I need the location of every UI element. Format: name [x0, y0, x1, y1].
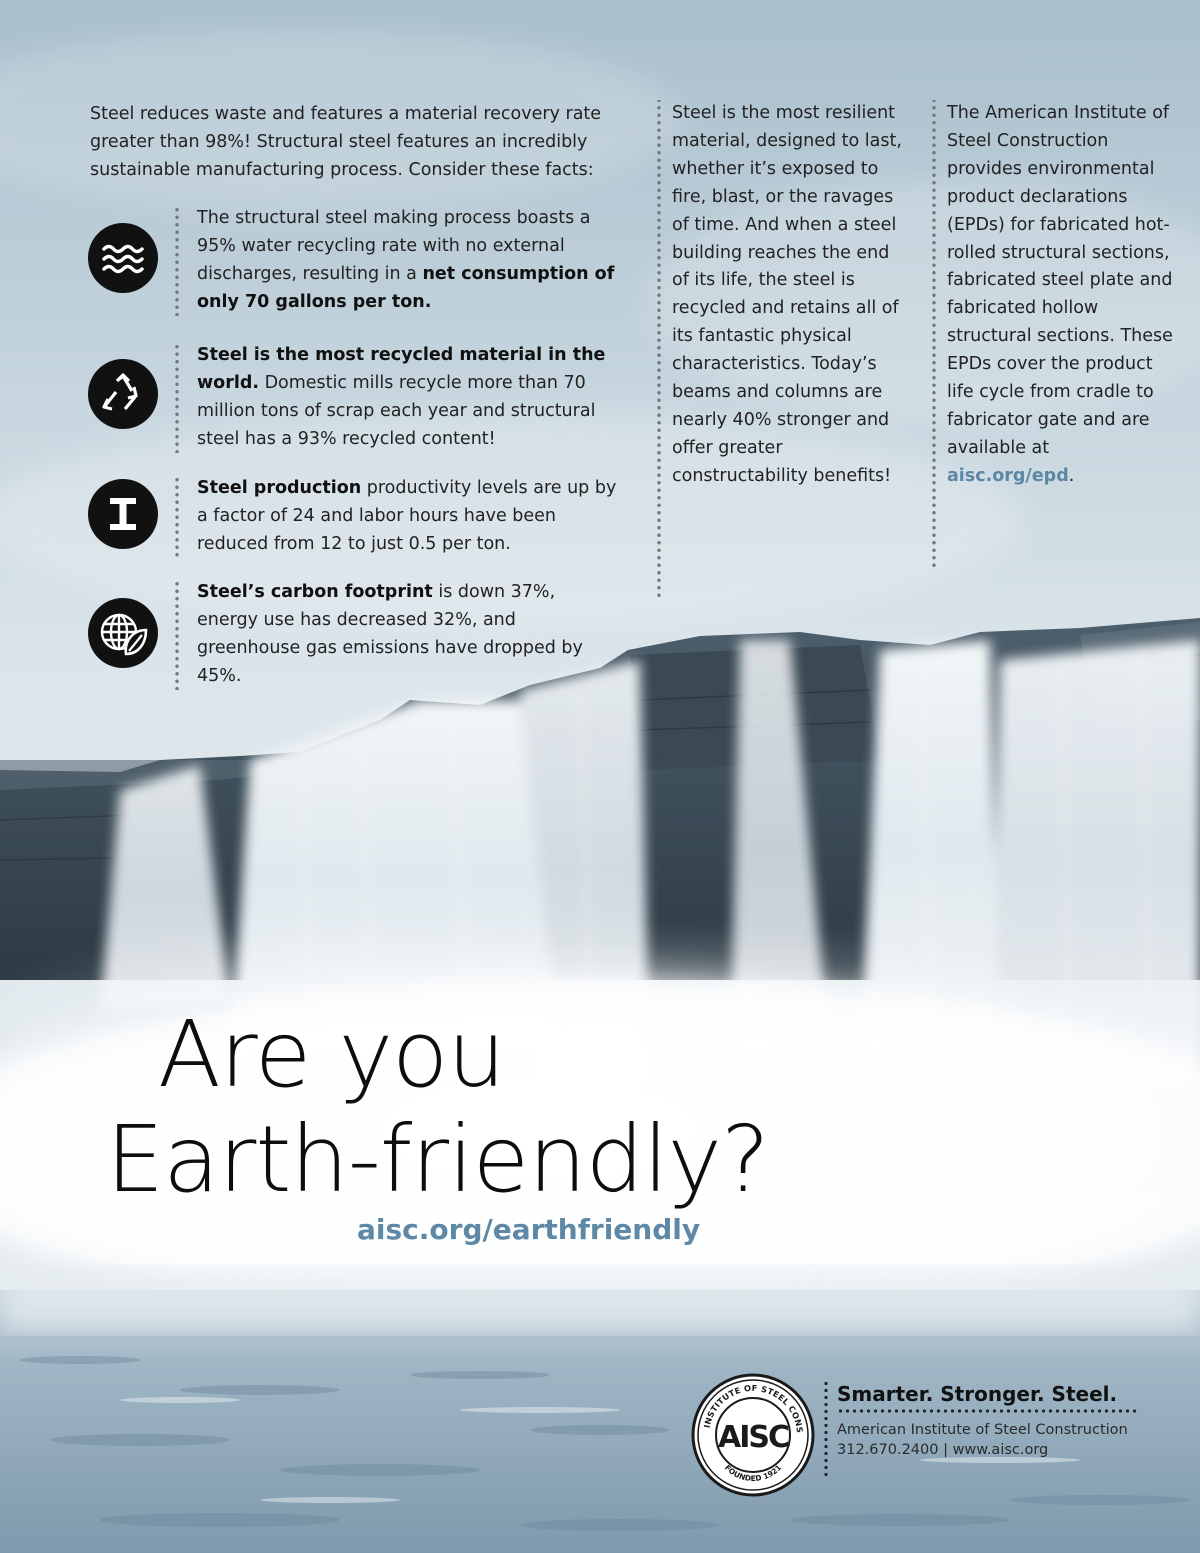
svg-text:FOUNDED 1921: FOUNDED 1921 — [722, 1463, 784, 1484]
aisc-seal-logo — [691, 1373, 815, 1497]
globe-leaf-icon — [88, 598, 158, 668]
fact-lead: Steel’s carbon footprint — [197, 582, 433, 602]
fact-lead: Steel production — [197, 478, 362, 498]
tagline: Smarter. Stronger. Steel. — [837, 1378, 1137, 1414]
headline-line-1: Are you — [158, 1001, 505, 1108]
epd-text-end: . — [1068, 465, 1075, 486]
svg-text:AISC: AISC — [717, 1420, 789, 1455]
epd-column — [931, 100, 1173, 570]
earthfriendly-link[interactable]: aisc.org/earthfriendly — [357, 1213, 701, 1246]
fact-body: Domestic mills recycle more than 70 million tons of scrap each year and structural steel has a 93% recycled content! — [197, 373, 596, 449]
water-waves-icon — [88, 223, 158, 293]
intro-paragraph: Steel reduces waste and features a material recovery rate greater than 98%! Structural steel features an incredibly sustainable manufacturing process. Consider these facts: — [90, 104, 602, 180]
fact-text — [174, 474, 617, 558]
i-beam-icon — [88, 479, 158, 549]
fact-text — [174, 204, 617, 316]
headline — [106, 1002, 769, 1212]
fact-lead: Steel is the most recycled material in the world. — [197, 345, 606, 393]
contact-info[interactable]: 312.670.2400 | www.aisc.org — [837, 1442, 1049, 1458]
epd-text: The American Institute of Steel Construction provides environmental product declarations (EPDs) for fabricated hot-rolled structural sections, fabricated steel plate and fabricated hollow structural sections. These EPDs cover the product life cycle from cradle to fabricator gate and are available at — [947, 103, 1173, 458]
epd-link[interactable]: aisc.org/epd — [947, 465, 1069, 486]
fact-body: productivity levels are up by a factor of 24 and labor hours have been reduced from 12 to just 0.5 per ton. — [197, 478, 617, 554]
headline-line-2: Earth-friendly? — [106, 1106, 769, 1213]
recycle-icon — [88, 359, 158, 429]
resilience-text: Steel is the most resilient material, designed to last, whether it’s exposed to fire, blast, or the ravages of time. And when a steel building reaches the end of its life, the steel is recycled and retains all of its fantastic physical characteristics. Today’s beams and columns are nearly 40% stronger and offer greater constructability benefits! — [672, 103, 902, 486]
resilience-column — [656, 100, 902, 600]
fact-body: The structural steel making process boasts a 95% water recycling rate with no external discharges, resulting in a — [197, 208, 591, 284]
org-name: American Institute of Steel Construction — [837, 1422, 1128, 1438]
fact-text — [174, 341, 617, 453]
fact-body: is down 37%, energy use has decreased 32%, and greenhouse gas emissions have dropped by 45%. — [197, 582, 583, 686]
fact-bold-highlight: net consumption of only 70 gallons per ton. — [197, 264, 615, 312]
svg-text:AMERICAN INSTITUTE OF STEEL CO: INSTITUTE OF STEEL CONS — [701, 1382, 806, 1434]
fact-text — [174, 578, 617, 690]
footer-brand-block — [823, 1378, 1137, 1478]
